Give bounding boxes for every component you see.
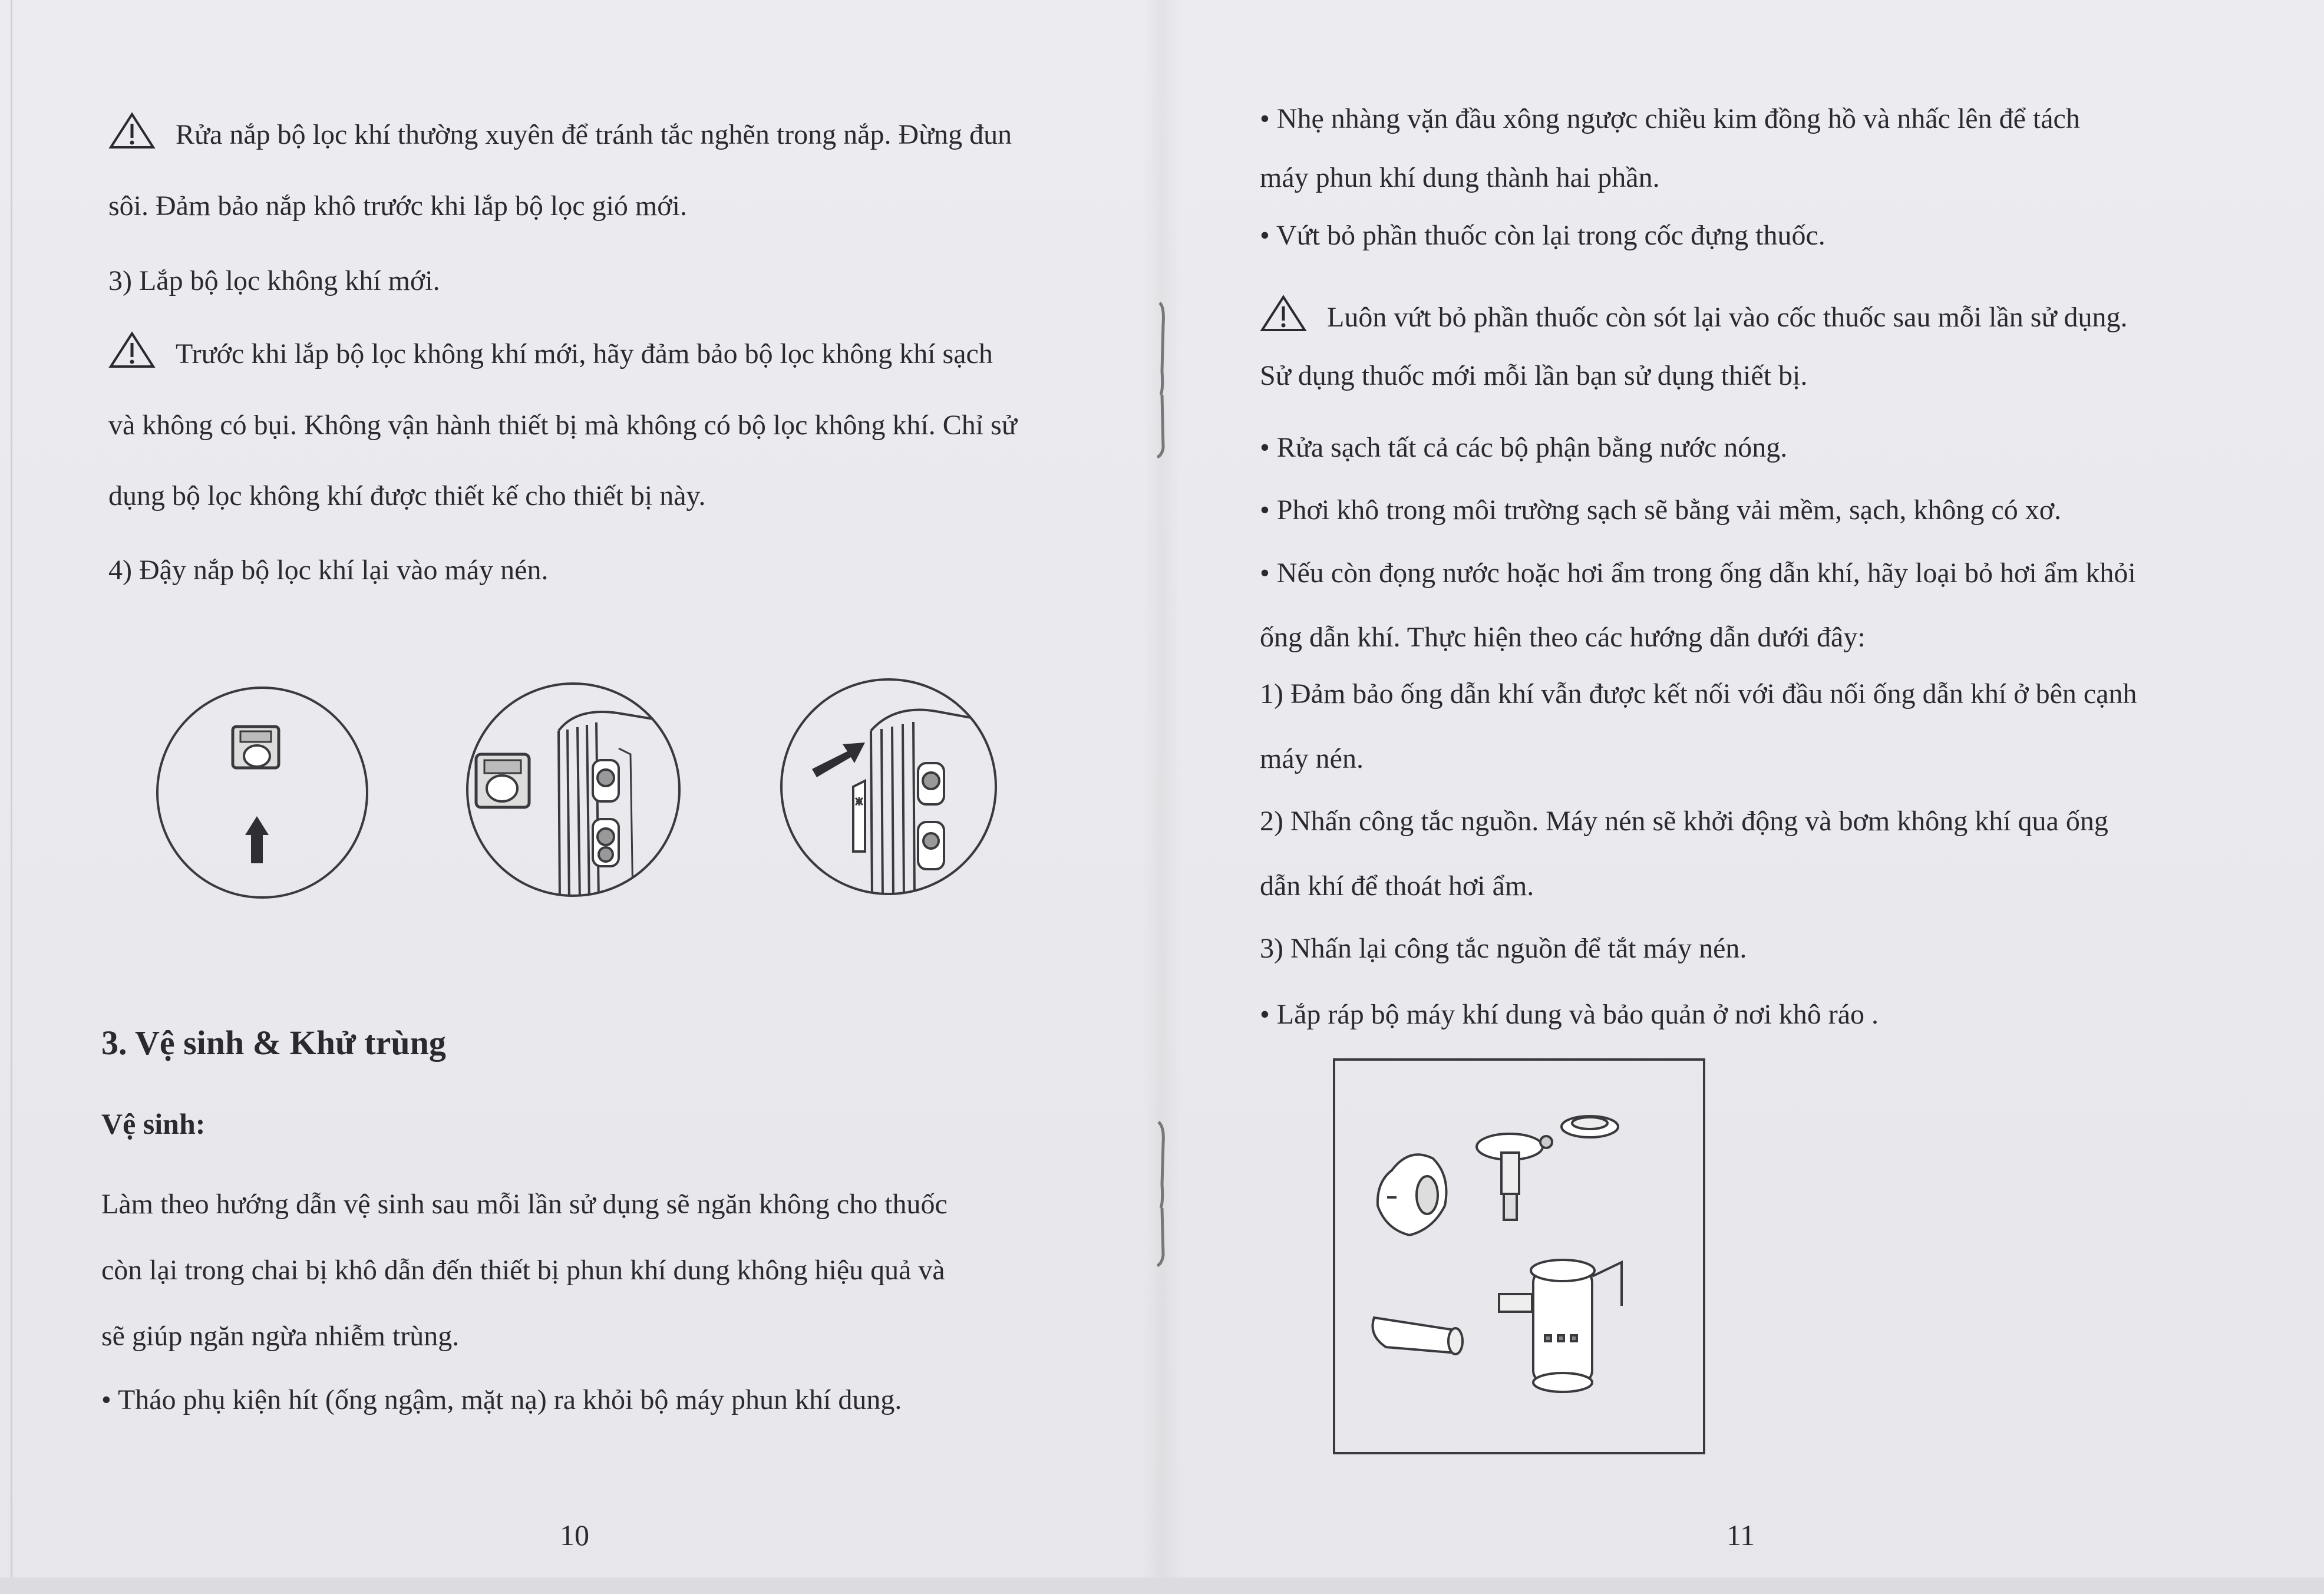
bullet-twist-line-2: máy phun khí dung thành hai phần. <box>1260 162 1660 193</box>
staple-bottom <box>1149 1120 1173 1267</box>
cleaning-heading: Vệ sinh: <box>101 1107 206 1140</box>
filter-figure-3 <box>777 675 1001 899</box>
bullet-remove-accessories: • Tháo phụ kiện hít (ống ngậm, mặt nạ) ra khỏi bộ máy phun khí dung. <box>101 1384 902 1415</box>
left-warning-2-line-2: và không có bụi. Không vận hành thiết bị mà không có bộ lọc không khí. Chỉ sử <box>108 410 1017 441</box>
page-bottom-edge <box>0 1578 2324 1594</box>
left-step-3: 3) Lắp bộ lọc không khí mới. <box>108 265 440 296</box>
cleaning-line-1: Làm theo hướng dẫn vệ sinh sau mỗi lần sử dụng sẽ ngăn không cho thuốc <box>101 1189 948 1220</box>
book-gutter <box>1143 0 1181 1594</box>
left-step-4: 4) Đậy nắp bộ lọc khí lại vào máy nén. <box>108 555 549 586</box>
step-3-right: 3) Nhấn lại công tắc nguồn để tắt máy nén. <box>1260 933 1747 964</box>
bullet-moisture-line-2: ống dẫn khí. Thực hiện theo các hướng dẫn dưới đây: <box>1260 622 1866 653</box>
step-1-line-2: máy nén. <box>1260 743 1364 774</box>
page-edge <box>11 0 12 1594</box>
staple-top <box>1149 301 1173 460</box>
step-2-line-1: 2) Nhấn công tắc nguồn. Máy nén sẽ khởi động và bơm không khí qua ống <box>1260 806 2108 837</box>
bullet-moisture-line-1: • Nếu còn đọng nước hoặc hơi ẩm trong ống dẫn khí, hãy loại bỏ hơi ẩm khỏi <box>1260 557 2136 589</box>
cleaning-line-3: sẽ giúp ngăn ngừa nhiễm trùng. <box>101 1321 460 1352</box>
warning-triangle-icon <box>108 112 156 150</box>
filter-figure-1 <box>153 681 371 905</box>
page-number-right: 11 <box>1727 1519 1755 1552</box>
bullet-dry: • Phơi khô trong môi trường sạch sẽ bằng vải mềm, sạch, không có xơ. <box>1260 494 2062 526</box>
warning-triangle-icon <box>108 331 156 369</box>
step-1-line-1: 1) Đảm bảo ống dẫn khí vẫn được kết nối với đầu nối ống dẫn khí ở bên cạnh <box>1260 678 2137 709</box>
bullet-discard: • Vứt bỏ phần thuốc còn lại trong cốc đựng thuốc. <box>1260 220 1825 251</box>
section-title: 3. Vệ sinh & Khử trùng <box>101 1024 446 1062</box>
page-number-left: 10 <box>560 1519 589 1552</box>
bullet-wash: • Rửa sạch tất cả các bộ phận bằng nước nóng. <box>1260 432 1788 463</box>
filter-figure-2 <box>464 678 682 902</box>
left-warning-2-line-3: dụng bộ lọc không khí được thiết kế cho thiết bị này. <box>108 480 706 511</box>
bullet-twist-line-1: • Nhẹ nhàng vặn đầu xông ngược chiều kim đồng hồ và nhấc lên để tách <box>1260 103 2080 134</box>
left-warning-1-line-1: Rửa nắp bộ lọc khí thường xuyên để tránh tắc nghẽn trong nắp. Đừng đun <box>108 112 1012 153</box>
left-warning-2-line-1: Trước khi lắp bộ lọc không khí mới, hãy đảm bảo bộ lọc không khí sạch <box>108 331 993 372</box>
right-warning-line-2: Sử dụng thuốc mới mỗi lần bạn sử dụng thiết bị. <box>1260 360 1808 391</box>
cleaning-line-2: còn lại trong chai bị khô dẫn đến thiết bị phun khí dung không hiệu quả và <box>101 1255 945 1286</box>
bullet-store: • Lắp ráp bộ máy khí dung và bảo quản ở nơi khô ráo . <box>1260 999 1879 1030</box>
step-2-line-2: dẫn khí để thoát hơi ẩm. <box>1260 870 1534 902</box>
right-warning-line-1: Luôn vứt bỏ phần thuốc còn sót lại vào cốc thuốc sau mỗi lần sử dụng. <box>1260 295 2127 335</box>
left-warning-1-line-2: sôi. Đảm bảo nắp khô trước khi lắp bộ lọc gió mới. <box>108 190 687 222</box>
nebulizer-parts-figure <box>1333 1058 1705 1454</box>
warning-triangle-icon <box>1260 295 1307 332</box>
